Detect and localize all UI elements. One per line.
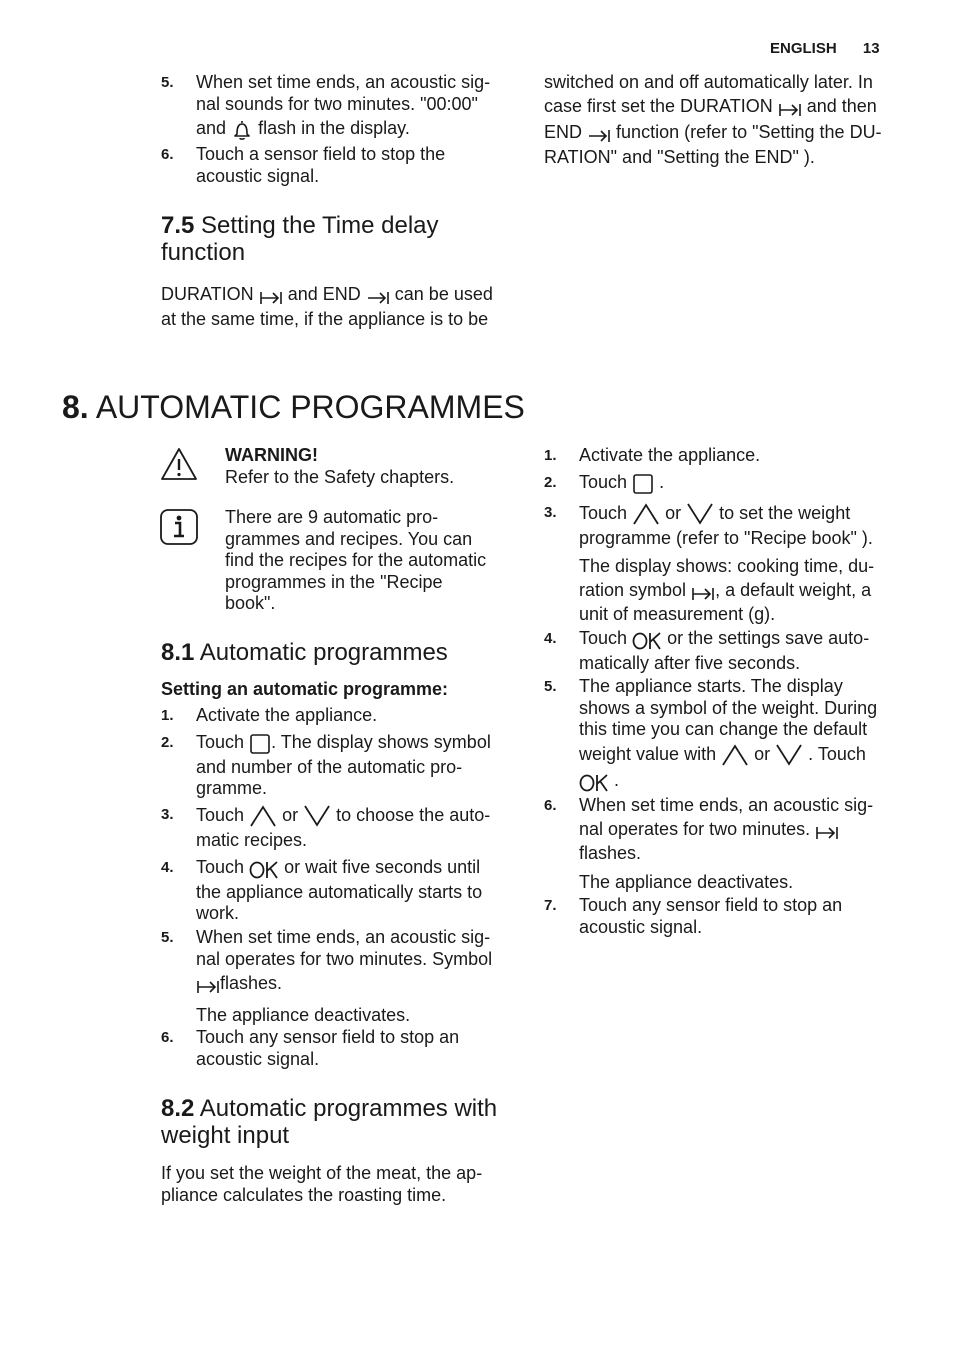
item-text: Activate the appliance. xyxy=(196,705,378,725)
text-fragment: , a default weight, a xyxy=(715,579,872,600)
text-line: nal operates for two minutes. Symbol xyxy=(196,948,493,969)
down-arrow-icon xyxy=(303,804,331,830)
square-button-icon xyxy=(632,473,654,497)
text-line: work. xyxy=(196,903,240,923)
text-fragment: to set the weight xyxy=(719,503,851,523)
section-heading-7-5 xyxy=(161,212,521,266)
chapter-number: 8. xyxy=(62,389,89,425)
list-item xyxy=(544,502,914,622)
warning-triangle-icon xyxy=(159,446,199,482)
item-number: 3. xyxy=(161,806,174,823)
item-number: 1. xyxy=(161,707,174,724)
text-fragment: DURATION xyxy=(161,284,254,304)
text-fragment: or xyxy=(754,743,771,764)
section-number: 8.2 xyxy=(161,1095,195,1122)
text-fragment: Touch xyxy=(579,472,628,492)
warning-icon-wrap xyxy=(159,446,199,487)
list-item xyxy=(161,857,521,925)
page-header xyxy=(770,40,880,58)
section-8-2-paragraph xyxy=(161,1163,521,1206)
list-item xyxy=(544,628,914,674)
item-text xyxy=(579,472,899,497)
text-fragment: to choose the auto- xyxy=(336,805,491,825)
section-title: Automatic programmes xyxy=(199,639,448,666)
list-item xyxy=(544,895,914,941)
item-text xyxy=(579,628,899,674)
text-line: Touch a sensor field to stop the xyxy=(196,144,446,164)
text-fragment: Touch xyxy=(196,805,245,825)
text-line: acoustic signal. xyxy=(579,916,703,937)
list-item xyxy=(544,676,914,794)
end-icon xyxy=(366,287,390,309)
item-number: 4. xyxy=(161,859,174,876)
section-title-cont: function xyxy=(161,239,246,266)
up-arrow-icon xyxy=(721,743,749,769)
text-line: The display shows: cooking time, du- xyxy=(579,556,875,576)
text-fragment: or xyxy=(665,503,682,523)
text-fragment: Touch xyxy=(196,732,245,752)
item-number: 1. xyxy=(544,447,557,464)
text-fragment: ration symbol xyxy=(579,579,687,600)
page-number: 13 xyxy=(862,40,880,57)
item-text xyxy=(579,676,919,795)
item-number: 5. xyxy=(161,74,174,91)
duration-icon xyxy=(259,287,283,309)
text-line: When set time ends, an acoustic sig- xyxy=(196,72,491,92)
chapter-title: AUTOMATIC PROGRAMMES xyxy=(95,389,525,425)
section-7-5-paragraph xyxy=(161,284,521,330)
warning-text: Refer to the Safety chapters. xyxy=(225,466,455,487)
continued-paragraph xyxy=(544,72,914,168)
warning-box xyxy=(225,445,525,488)
text-fragment: . The display shows symbol xyxy=(271,732,491,752)
item-number: 4. xyxy=(544,630,557,647)
text-line: Touch any sensor field to stop an xyxy=(196,1027,460,1047)
text-fragment: END xyxy=(544,122,583,142)
text-line: flashes. xyxy=(579,843,642,863)
text-line: book". xyxy=(225,593,276,613)
item-number: 5. xyxy=(544,678,557,695)
up-arrow-icon xyxy=(632,502,660,528)
item-number: 5. xyxy=(161,929,174,946)
text-fragment: function (refer to "Setting the DU- xyxy=(616,122,882,142)
text-fragment: case first set the DURATION xyxy=(544,95,773,116)
text-fragment: Touch xyxy=(579,628,628,648)
text-line: programmes in the "Recipe xyxy=(225,571,443,592)
item-number: 2. xyxy=(161,734,174,751)
item-text xyxy=(196,72,516,143)
down-arrow-icon xyxy=(775,743,803,769)
text-fragment: and then xyxy=(806,95,877,116)
item-number: 2. xyxy=(544,474,557,491)
item-text xyxy=(579,895,899,938)
section-number: 7.5 xyxy=(161,212,195,239)
duration-icon xyxy=(691,583,715,605)
list-item xyxy=(161,732,521,802)
section-title-cont: weight input xyxy=(161,1122,290,1149)
text-line: If you set the weight of the meat, the ap- xyxy=(161,1163,483,1183)
ok-icon xyxy=(249,860,279,882)
item-text xyxy=(196,804,516,851)
text-line: at the same time, if the appliance is to be xyxy=(161,308,489,329)
text-line: RATION" and "Setting the END" ). xyxy=(544,146,815,167)
text-fragment: Touch xyxy=(579,503,628,523)
text-line: When set time ends, an acoustic sig- xyxy=(196,927,491,947)
duration-icon xyxy=(196,976,220,998)
duration-icon xyxy=(815,822,839,844)
info-icon xyxy=(159,508,199,546)
ok-icon xyxy=(579,773,609,795)
text-line: The appliance deactivates. xyxy=(196,1004,411,1025)
section-title: Automatic programmes with xyxy=(199,1095,498,1122)
section-title: Setting the Time delay xyxy=(201,212,439,239)
list-item xyxy=(161,804,521,852)
list-item xyxy=(161,144,521,188)
item-text xyxy=(196,857,516,925)
text-line: pliance calculates the roasting time. xyxy=(161,1184,447,1205)
text-fragment: . xyxy=(614,770,620,790)
list-item xyxy=(161,705,521,729)
text-line: find the recipes for the automatic xyxy=(225,550,487,570)
text-fragment: nal operates for two minutes. xyxy=(579,818,811,839)
item-text xyxy=(196,144,516,187)
text-line: When set time ends, an acoustic sig- xyxy=(579,795,874,815)
item-text xyxy=(196,1027,516,1070)
end-icon xyxy=(587,125,611,147)
text-line: programme (refer to "Recipe book" ). xyxy=(579,527,873,548)
text-fragment: flashes. xyxy=(220,973,283,993)
text-line: nal sounds for two minutes. "00:00" xyxy=(196,93,478,114)
section-heading-8-2 xyxy=(161,1095,531,1149)
text-line: switched on and off automatically later. In xyxy=(544,72,873,92)
item-text xyxy=(579,502,919,626)
info-box xyxy=(225,507,525,615)
list-item xyxy=(161,927,521,1027)
list-item xyxy=(544,795,914,895)
bell-icon xyxy=(231,119,253,143)
text-fragment: . xyxy=(659,472,665,492)
duration-icon xyxy=(778,99,802,121)
item-number: 7. xyxy=(544,897,557,914)
info-icon-wrap xyxy=(159,508,199,551)
text-line: The appliance starts. The display xyxy=(579,676,843,696)
text-line: shows a symbol of the weight. During xyxy=(579,697,878,718)
section-number: 8.1 xyxy=(161,639,195,666)
item-number: 6. xyxy=(161,146,174,163)
section-heading-8-1 xyxy=(161,639,521,666)
text-fragment: or wait five seconds until xyxy=(284,857,481,877)
text-line: acoustic signal. xyxy=(196,165,320,186)
ok-icon xyxy=(632,631,662,653)
text-line: unit of measurement (g). xyxy=(579,604,776,624)
text-line: The appliance deactivates. xyxy=(579,871,794,892)
down-arrow-icon xyxy=(686,502,714,528)
text-line: Touch any sensor field to stop an xyxy=(579,895,843,915)
text-fragment: and xyxy=(196,118,227,138)
warning-title: WARNING! xyxy=(225,445,318,465)
text-line: matically after five seconds. xyxy=(579,652,801,673)
text-fragment: or the settings save auto- xyxy=(667,628,870,648)
text-fragment: can be used xyxy=(394,284,493,304)
text-line: grammes and recipes. You can xyxy=(225,528,473,549)
up-arrow-icon xyxy=(249,804,277,830)
text-line: and number of the automatic pro- xyxy=(196,756,463,777)
text-fragment: Touch xyxy=(196,857,245,877)
list-item xyxy=(161,72,521,142)
item-text xyxy=(579,795,919,893)
text-fragment: and END xyxy=(287,284,361,304)
text-line: acoustic signal. xyxy=(196,1048,320,1069)
subheading: Setting an automatic programme: xyxy=(161,679,449,699)
item-text xyxy=(196,927,516,1026)
text-fragment: flash in the display. xyxy=(258,118,410,138)
list-item xyxy=(161,1027,521,1073)
text-fragment: or xyxy=(282,805,299,825)
text-line: this time you can change the default xyxy=(579,719,868,739)
item-number: 6. xyxy=(544,797,557,814)
text-fragment: . Touch xyxy=(808,743,866,764)
item-number: 6. xyxy=(161,1029,174,1046)
text-line: the appliance automatically starts to xyxy=(196,881,483,902)
text-fragment: weight value with xyxy=(579,743,717,764)
list-item xyxy=(544,445,914,469)
square-button-icon xyxy=(249,733,271,757)
item-number: 3. xyxy=(544,504,557,521)
text-line: There are 9 automatic pro- xyxy=(225,507,439,527)
header-language: ENGLISH xyxy=(770,40,837,57)
item-text: Activate the appliance. xyxy=(579,445,761,465)
chapter-heading xyxy=(62,389,862,425)
text-line: matic recipes. xyxy=(196,829,308,850)
list-item xyxy=(544,472,914,498)
item-text xyxy=(196,732,526,800)
text-line: gramme. xyxy=(196,778,268,798)
